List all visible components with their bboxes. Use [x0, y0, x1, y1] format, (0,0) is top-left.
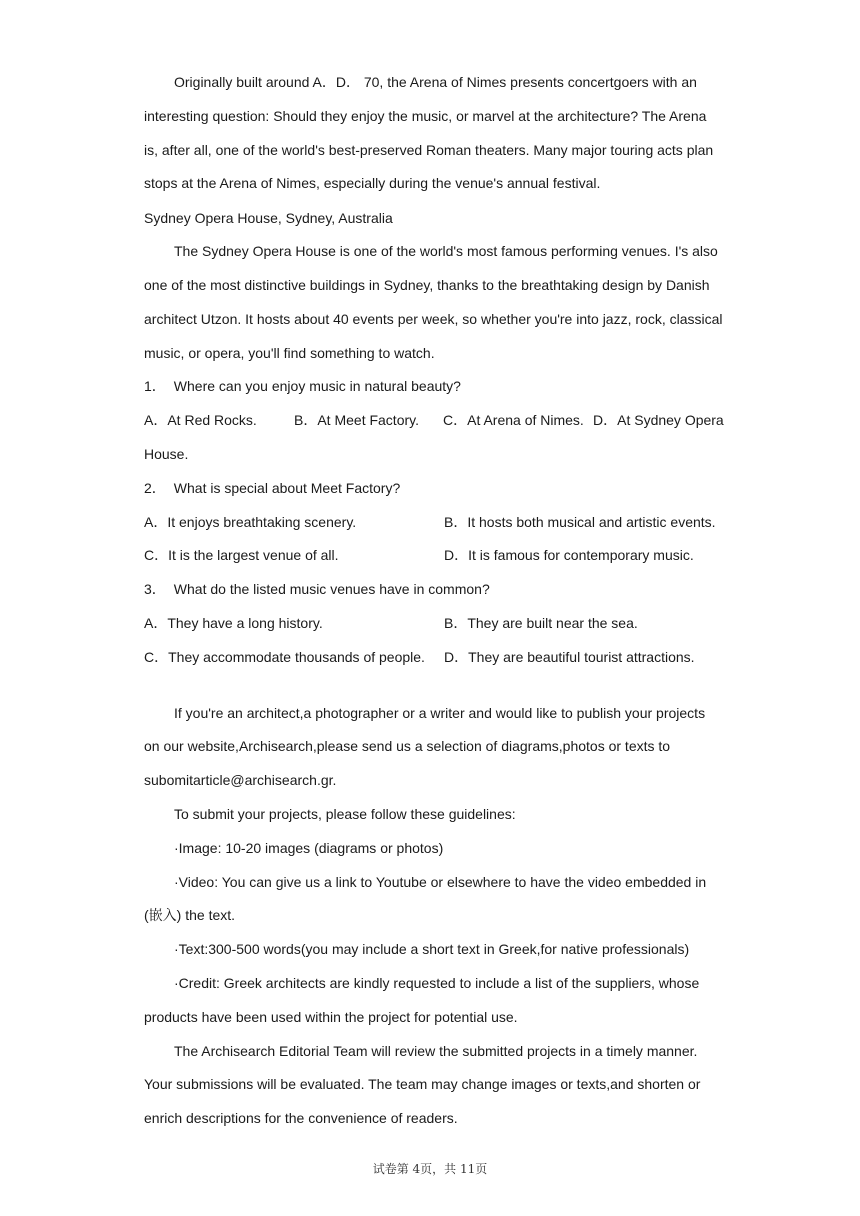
- guideline-image: ·Image: 10-20 images (diagrams or photos): [174, 839, 444, 856]
- section-gap: [144, 675, 724, 697]
- option-d: D．They are beautiful tourist attractions.: [444, 648, 695, 665]
- option-c: C．At Arena of Nimes.: [443, 412, 584, 429]
- guideline-text: ·Text:300-500 words(you may include a short text in Greek,for native professionals): [174, 941, 690, 958]
- option-b: B．They are built near the sea.: [444, 614, 638, 631]
- sydney-paragraph: The Sydney Opera House is one of the world's most famous performing venues. I's also one of the most distinctive buildings in Sydney, thanks to the breathtaking design by Danish architect Utzon. It hosts about 40 events per week, so whether you're into jazz, rock, classical music, or opera, you'll find something to watch.: [144, 243, 723, 361]
- arena-nimes-paragraph: Originally built around A．D． 70, the Arena of Nimes presents concertgoers with an interesting question: Should they enjoy the music, or marvel at the architecture? The Arena is, after all, one of the world's best-preserved Roman theaters. Many major touring acts plan stops at the Arena of Nimes, especially during the venue's annual festival.: [144, 74, 714, 192]
- question-2-options-row-1: [144, 506, 724, 540]
- guideline-video: ·Video: You can give us a link to Youtube or elsewhere to have the video embedded in (嵌入) the text.: [144, 873, 707, 924]
- option-d: D．It is famous for contemporary music.: [444, 547, 694, 564]
- option-a: A．At Red Rocks.: [144, 412, 257, 429]
- question-2: [144, 472, 724, 506]
- guideline-credit: ·Credit: Greek architects are kindly requested to include a list of the suppliers, whose products have been used within the project for potential use.: [144, 974, 700, 1025]
- question-3-options-row-1: [144, 607, 724, 641]
- option-b: B．At Meet Factory.: [294, 412, 419, 429]
- question-3-options-row-2: [144, 641, 724, 675]
- option-d: D．At Sydney Opera House.: [144, 412, 724, 462]
- option-b: B．It hosts both musical and artistic events.: [444, 513, 716, 530]
- question-text: What do the listed music venues have in common?: [173, 581, 490, 598]
- question-1-options-row: [144, 404, 724, 472]
- question-number: 3．: [144, 581, 166, 598]
- question-text: Where can you enjoy music in natural beauty?: [173, 378, 461, 395]
- guidelines-intro: To submit your projects, please follow these guidelines:: [174, 805, 516, 822]
- archisearch-intro-paragraph: If you're an architect,a photographer or a writer and would like to publish your projects on our website,Archisearch,please send us a selection of diagrams,photos or texts to subomitarticle@archisearch.gr.: [144, 704, 706, 789]
- question-text: What is special about Meet Factory?: [173, 479, 401, 496]
- sydney-heading: Sydney Opera House, Sydney, Australia: [144, 210, 393, 227]
- question-3: [144, 573, 724, 607]
- option-c: C．It is the largest venue of all.: [144, 547, 339, 564]
- option-c: C．They accommodate thousands of people.: [144, 648, 425, 665]
- review-paragraph: The Archisearch Editorial Team will review the submitted projects in a timely manner. Your submissions will be evaluated. The team may change images or texts,and shorten or enrich descriptions for the convenience of readers.: [144, 1042, 701, 1127]
- question-1: [144, 370, 724, 404]
- exam-page: [144, 66, 724, 1136]
- question-number: 1．: [144, 378, 166, 395]
- question-2-options-row-2: [144, 539, 724, 573]
- option-a: A．It enjoys breathtaking scenery.: [144, 513, 357, 530]
- option-a: A．They have a long history.: [144, 614, 323, 631]
- question-number: 2．: [144, 479, 166, 496]
- page-footer: 试卷第 4页，共 11页: [372, 1162, 488, 1176]
